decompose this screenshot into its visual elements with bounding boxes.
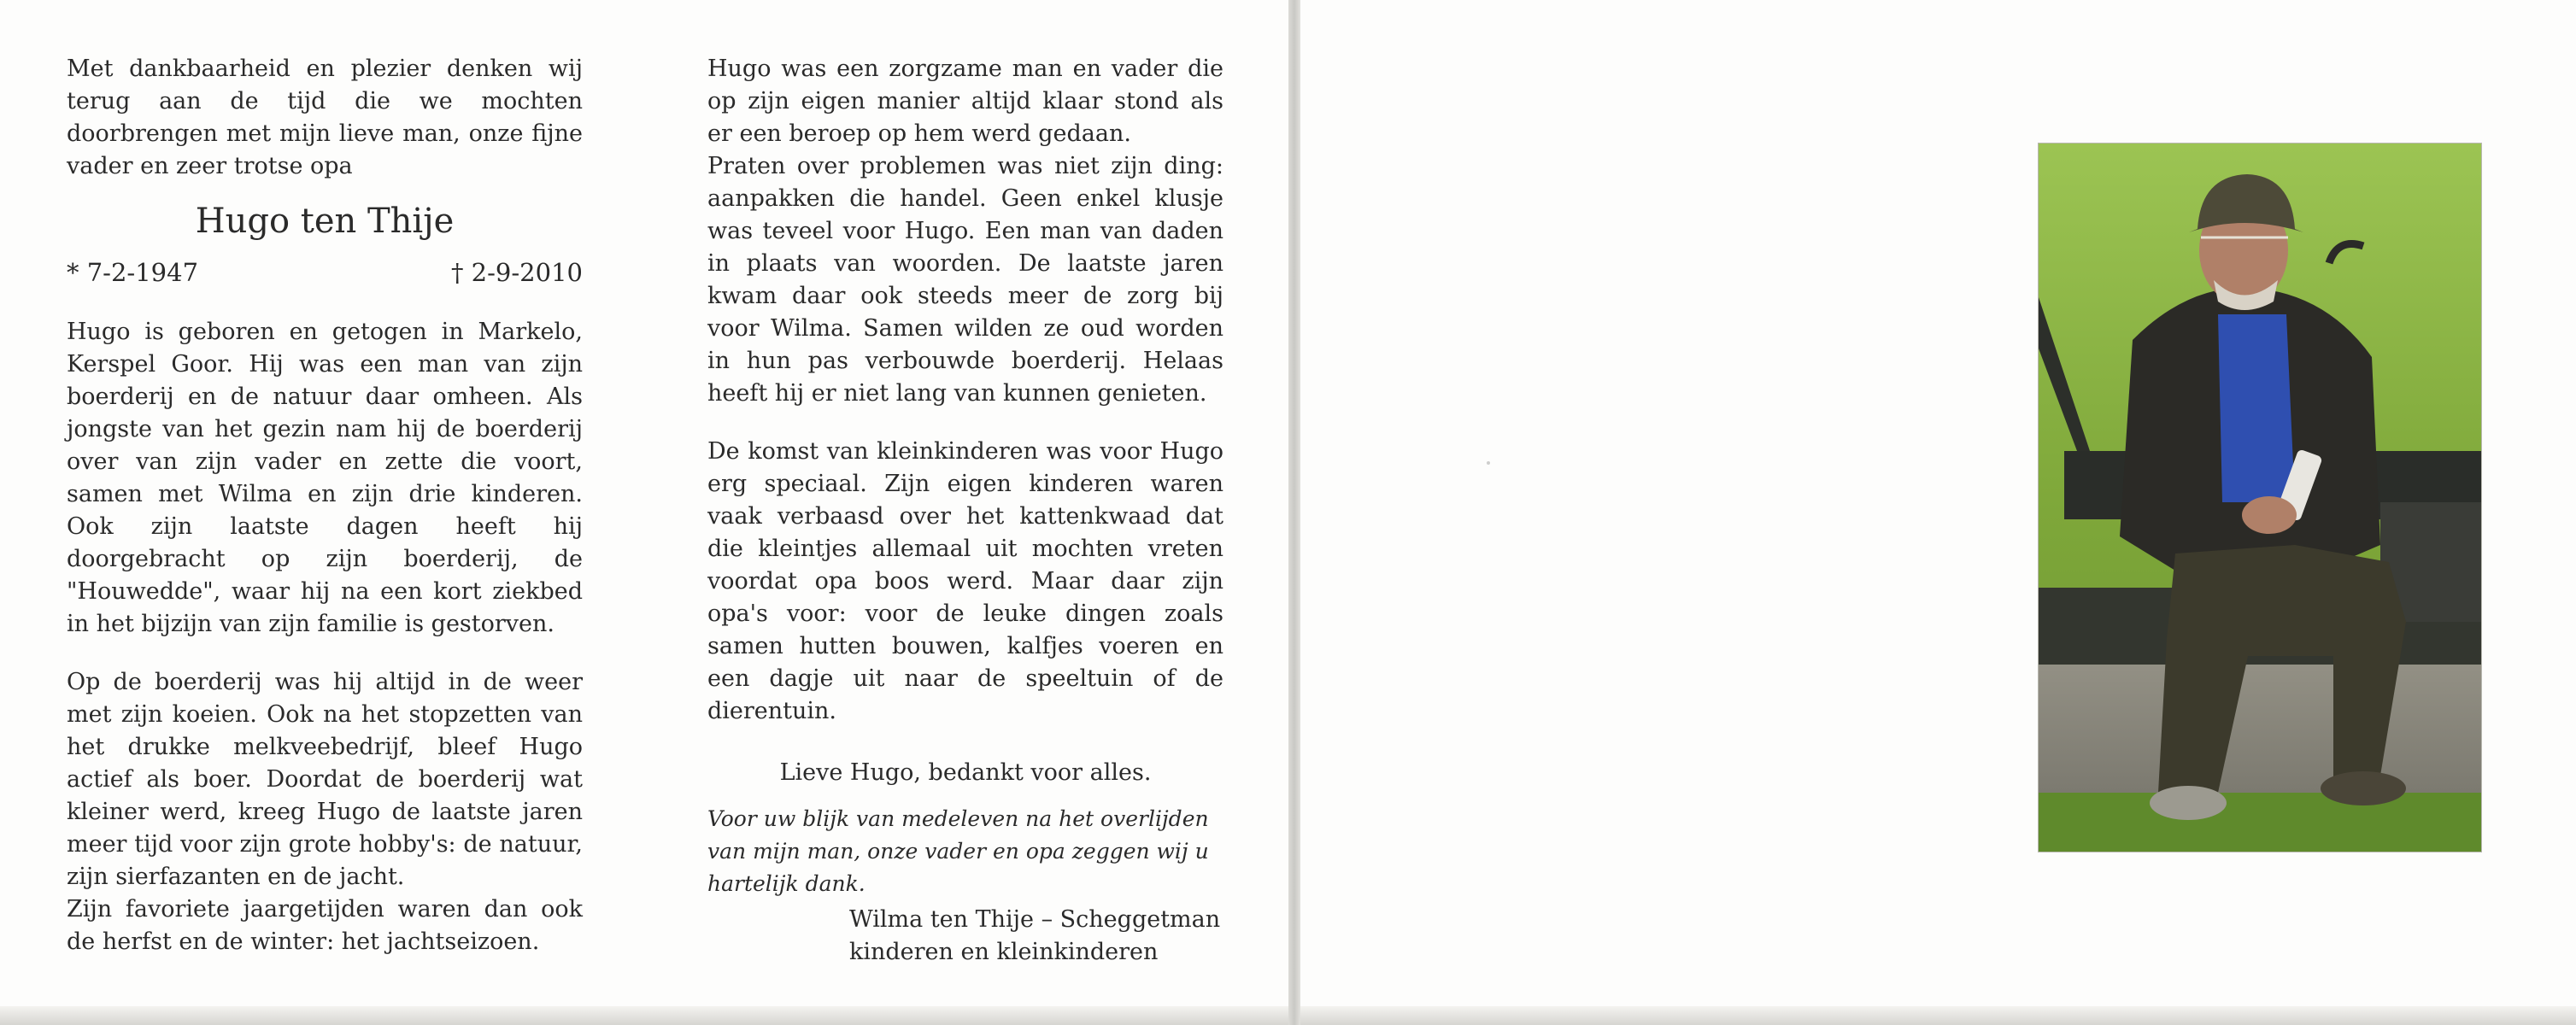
deceased-name: Hugo ten Thije — [195, 202, 455, 241]
farm-paragraph: Op de boerderij was hij altijd in de weer met zijn koeien. Ook na het stopzetten van het drukke melkveebedrijf, bleef Hugo actief als boer. Doordat de boerderij wat kleiner werd, kreeg Hugo de laatste jaren meer tijd voor zijn grote hobby's: de natuur, zijn sierfazanten en de jacht. — [67, 669, 583, 890]
text-column-left — [67, 53, 583, 958]
foreground-grass — [2039, 793, 2481, 852]
gratitude-note: Voor uw blijk van medeleven na het overlijden van mijn man, onze vader en opa zeggen wij u hartelijk dank. — [707, 806, 1209, 896]
seasons-paragraph: Zijn favoriete jaargetijden waren dan ook de herfst en de winter: het jachtseizoen. — [67, 896, 583, 955]
life-dates — [67, 256, 583, 289]
death-date: † 2-9-2010 — [450, 258, 583, 287]
birth-date: * 7-2-1947 — [67, 258, 199, 287]
man-blue-shirt — [2218, 314, 2295, 502]
paper-speck — [1487, 461, 1490, 465]
signature-block — [849, 904, 1223, 969]
grandchildren-paragraph: De komst van kleinkinderen was voor Hugo erg speciaal. Zijn eigen kinderen waren vaak verbaasd over het kattenkwaad dat die kleintjes allemaal uit mochten vreten voordat opa boos werd. Maar daar zijn opa's voor: voor de leuke dingen zoals samen hutten bouwen, kalfjes voeren en een dagje uit naar de speeltuin of de dierentuin. — [707, 438, 1223, 724]
page-bottom-edge — [1300, 1006, 2576, 1025]
right-shoe — [2321, 771, 2406, 805]
man-hands — [2242, 496, 2297, 534]
man-with-cap-sitting-photo-icon — [2039, 144, 2481, 852]
text-column-right — [707, 53, 1223, 969]
signature-name: Wilma ten Thije – Scheggetman — [849, 906, 1221, 933]
character-paragraph: Praten over problemen was niet zijn ding: aanpakken die handel. Geen enkel klusje was teveel voor Hugo. Een man van daden in plaats van woorden. De laatste jaren kwam daar ook steeds meer de zorg bij voor Wilma. Samen wilden ze oud worden in hun pas verbouwde boerderij. Helaas heeft hij er niet lang van kunnen genieten. — [707, 153, 1223, 407]
farewell-line: Lieve Hugo, bedankt voor alles. — [779, 759, 1152, 786]
portrait-photo — [2039, 144, 2481, 852]
card-fold — [1288, 0, 1300, 1025]
caring-paragraph: Hugo was een zorgzame man en vader die op zijn eigen manier altijd klaar stond als er een beroep op hem werd gedaan. — [707, 56, 1223, 147]
biography-paragraph: Hugo is geboren en getogen in Markelo, Kerspel Goor. Hij was een man van zijn boerderij en de natuur daar omheen. Als jongste van het gezin nam hij de boerderij over van zijn vader en zette die voort, samen met Wilma en zijn drie kinderen. Ook zijn laatste dagen heeft hij doorgebracht op zijn boerderij, de "Houwedde", waar hij na een kort ziekbed in het bijzijn van zijn familie is gestorven. — [67, 319, 583, 637]
page-bottom-edge — [0, 1006, 1288, 1025]
signature-family: kinderen en kleinkinderen — [849, 939, 1159, 965]
left-shoe — [2150, 786, 2227, 820]
intro-text: Met dankbaarheid en plezier denken wij terug aan de tijd die we mochten doorbrengen met mijn lieve man, onze fijne vader en zeer trotse opa — [67, 56, 583, 179]
